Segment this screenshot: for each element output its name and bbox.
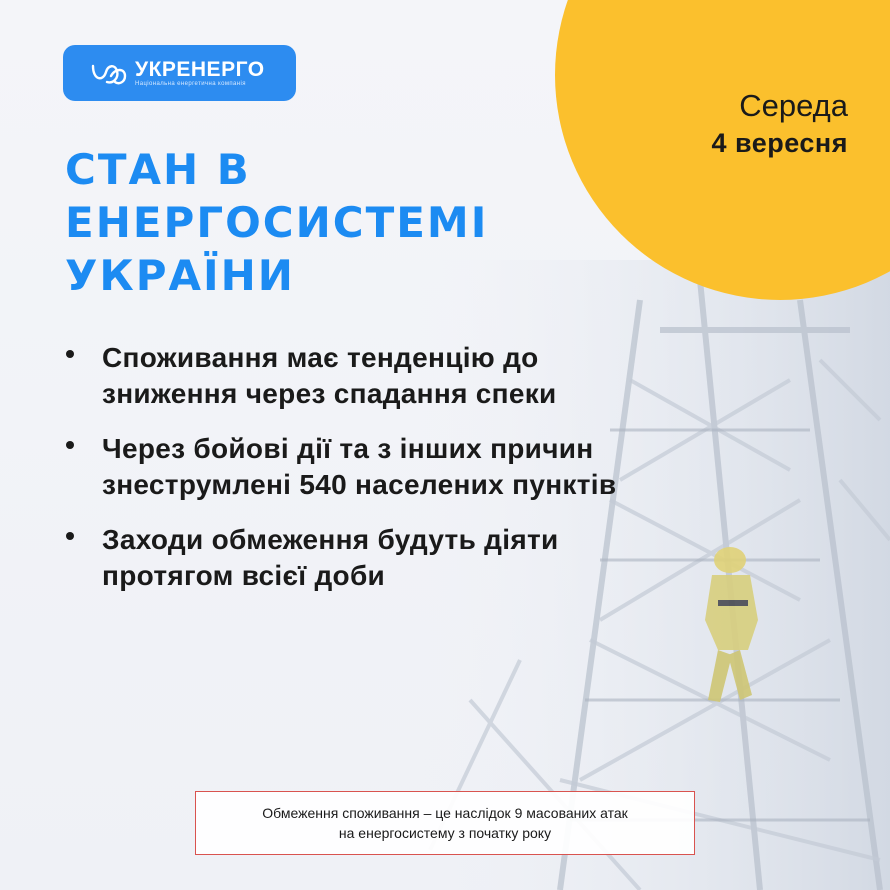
date-day: 4 вересня xyxy=(711,128,848,158)
footnote-box xyxy=(195,791,695,855)
list-item-text: Заходи обмеження будуть діяти xyxy=(102,524,559,555)
list-item xyxy=(62,522,712,594)
brand-name: УКРЕНЕРГО xyxy=(135,57,265,81)
title-line: ЕНЕРГОСИСТЕМІ xyxy=(65,198,489,247)
list-item xyxy=(62,340,712,412)
brand-tagline: Національна енергетична компанія xyxy=(135,80,246,87)
ukrenergo-logo-icon xyxy=(89,58,129,88)
footnote-text: на енергосистему з початку року xyxy=(338,825,552,841)
brand-logo xyxy=(63,45,296,101)
status-list xyxy=(62,340,712,613)
bullet-icon xyxy=(66,532,74,540)
bullet-icon xyxy=(66,350,74,358)
bullet-icon xyxy=(66,441,74,449)
list-item-text: протягом всієї доби xyxy=(102,560,386,591)
list-item xyxy=(62,431,712,503)
list-item-text: Споживання має тенденцію до xyxy=(102,342,539,373)
footnote-text: Обмеження споживання – це наслідок 9 масованих атак xyxy=(262,805,628,821)
list-item-text: зниження через спадання спеки xyxy=(102,378,557,409)
page-title xyxy=(65,143,605,302)
list-item-text: Через бойові дії та з інших причин xyxy=(102,433,594,464)
title-line: СТАН В xyxy=(65,145,251,194)
title-line: УКРАЇНИ xyxy=(65,251,295,300)
date-weekday: Середа xyxy=(739,88,848,123)
list-item-text: знеструмлені 540 населених пунктів xyxy=(102,469,617,500)
